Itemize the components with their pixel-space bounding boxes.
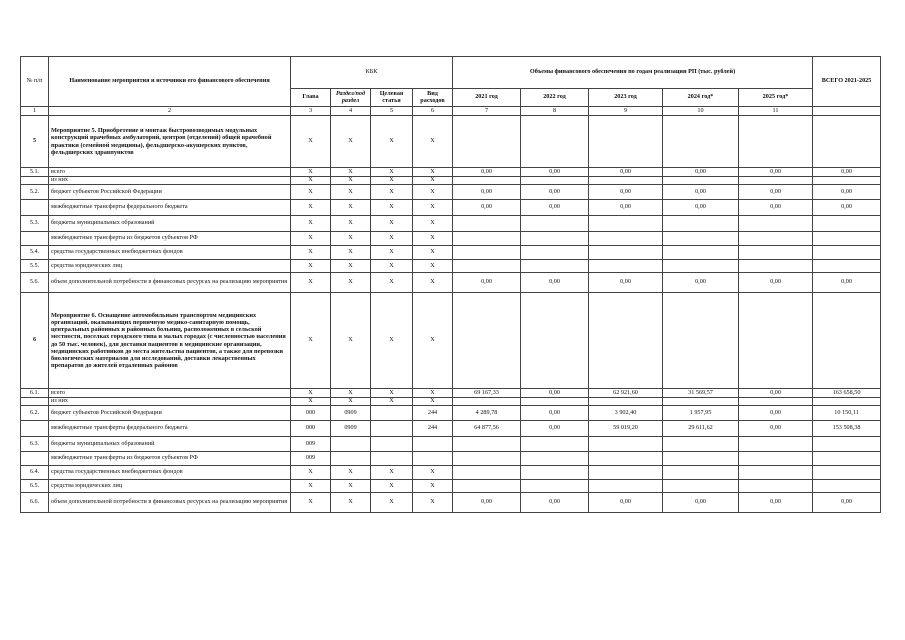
value-2022: 0,00	[521, 421, 589, 437]
kbk-razdel: X	[331, 200, 371, 216]
value-2024	[663, 398, 739, 406]
value-2023: 3 902,40	[589, 406, 663, 421]
kbk-cel: X	[371, 466, 413, 480]
value-2025	[739, 480, 813, 493]
row-name: межбюджетные трансферты федерального бюджета	[49, 200, 291, 216]
value-2021	[453, 452, 521, 466]
kbk-glava: X	[291, 389, 331, 398]
table-row	[21, 398, 881, 406]
row-name: бюджеты муниципальных образований	[49, 216, 291, 232]
table-row	[21, 389, 881, 398]
value-2021	[453, 177, 521, 185]
kbk-glava: X	[291, 232, 331, 246]
value-2023: 0,00	[589, 200, 663, 216]
row-name: средства юридических лиц	[49, 260, 291, 273]
value-2024: 29 611,62	[663, 421, 739, 437]
row-name: из них	[49, 398, 291, 406]
kbk-cel: X	[371, 200, 413, 216]
value-2024	[663, 452, 739, 466]
kbk-cel: X	[371, 260, 413, 273]
value-2024	[663, 177, 739, 185]
kbk-razdel: X	[331, 168, 371, 177]
row-name: средства государственных внебюджетных фондов	[49, 246, 291, 260]
kbk-razdel: X	[331, 185, 371, 200]
value-2023	[589, 480, 663, 493]
value-2024	[663, 116, 739, 168]
table-row	[21, 273, 881, 293]
kbk-razdel: 0909	[331, 421, 371, 437]
kbk-vid: X	[413, 177, 453, 185]
row-name: объем дополнительной потребности в финансовых ресурсах на реализацию мероприятия	[49, 493, 291, 513]
kbk-razdel: X	[331, 177, 371, 185]
value-total	[813, 293, 881, 389]
value-2024	[663, 480, 739, 493]
row-name: бюджет субъектов Российской Федерации	[49, 406, 291, 421]
value-2025: 0,00	[739, 185, 813, 200]
value-2021	[453, 437, 521, 452]
colnum	[813, 107, 881, 116]
colnum: 2	[49, 107, 291, 116]
value-2023: 0,00	[589, 493, 663, 513]
value-2022	[521, 480, 589, 493]
value-2024	[663, 293, 739, 389]
row-name: межбюджетные трансферты из бюджетов субъектов РФ	[49, 232, 291, 246]
value-2025: 0,00	[739, 493, 813, 513]
value-2022	[521, 293, 589, 389]
kbk-glava: X	[291, 293, 331, 389]
value-2024	[663, 216, 739, 232]
header-volumes: Объемы финансового обеспечения по годам реализации РП (тыс. рублей)	[453, 57, 813, 89]
value-2025	[739, 216, 813, 232]
value-2021: 4 289,78	[453, 406, 521, 421]
value-2023: 0,00	[589, 168, 663, 177]
kbk-vid: X	[413, 116, 453, 168]
value-2021	[453, 246, 521, 260]
value-2022	[521, 466, 589, 480]
value-2022	[521, 232, 589, 246]
table-row	[21, 452, 881, 466]
value-2025	[739, 437, 813, 452]
value-total	[813, 437, 881, 452]
table-row	[21, 185, 881, 200]
value-2025	[739, 452, 813, 466]
header-kbk: КБК	[291, 57, 453, 89]
header-razdel: Раздел/под раздел	[331, 89, 371, 107]
header-total: ВСЕГО 2021-2025	[813, 57, 881, 107]
value-2024: 31 569,57	[663, 389, 739, 398]
value-2025	[739, 116, 813, 168]
kbk-cel: X	[371, 480, 413, 493]
row-name: объем дополнительной потребности в финансовых ресурсах на реализацию мероприятия	[49, 273, 291, 293]
row-name: бюджеты муниципальных образований	[49, 437, 291, 452]
value-total: 0,00	[813, 273, 881, 293]
colnum: 3	[291, 107, 331, 116]
header-cel: Целевая статья	[371, 89, 413, 107]
value-total: 153 508,38	[813, 421, 881, 437]
row-number: 5.2.	[21, 185, 49, 200]
row-number: 6.2.	[21, 406, 49, 421]
value-total	[813, 452, 881, 466]
value-2022	[521, 116, 589, 168]
kbk-vid: X	[413, 493, 453, 513]
value-2021	[453, 232, 521, 246]
value-2021: 0,00	[453, 185, 521, 200]
row-number: 5.4.	[21, 246, 49, 260]
value-2023	[589, 232, 663, 246]
value-2021: 69 167,33	[453, 389, 521, 398]
row-number: 6.5.	[21, 480, 49, 493]
value-2023: 0,00	[589, 185, 663, 200]
value-total	[813, 480, 881, 493]
kbk-glava: X	[291, 466, 331, 480]
value-2022: 0,00	[521, 389, 589, 398]
kbk-vid: X	[413, 232, 453, 246]
kbk-cel: X	[371, 232, 413, 246]
header-num: № п/п	[21, 57, 49, 107]
value-2021	[453, 293, 521, 389]
financing-table	[20, 56, 881, 513]
colnum: 5	[371, 107, 413, 116]
kbk-vid: X	[413, 168, 453, 177]
table-row	[21, 260, 881, 273]
table-row	[21, 406, 881, 421]
value-total: 0,00	[813, 493, 881, 513]
value-2025: 0,00	[739, 406, 813, 421]
kbk-razdel	[331, 437, 371, 452]
kbk-cel	[371, 452, 413, 466]
row-name: всего	[49, 389, 291, 398]
kbk-razdel: X	[331, 260, 371, 273]
value-2022: 0,00	[521, 406, 589, 421]
kbk-vid: X	[413, 216, 453, 232]
colnum: 1	[21, 107, 49, 116]
value-2024	[663, 260, 739, 273]
measure-row	[21, 293, 881, 389]
kbk-vid: 244	[413, 421, 453, 437]
table-row	[21, 480, 881, 493]
header-2024: 2024 год*	[663, 89, 739, 107]
kbk-vid: 244	[413, 406, 453, 421]
kbk-cel: X	[371, 177, 413, 185]
kbk-razdel: X	[331, 246, 371, 260]
row-number: 5.1.	[21, 168, 49, 177]
row-number: 5.5.	[21, 260, 49, 273]
value-total: 0,00	[813, 185, 881, 200]
kbk-cel: X	[371, 216, 413, 232]
row-name: Мероприятие 6. Оснащение автомобильным транспортом медицинских организаций, оказывающих первичную медико-санитарную помощь, центральных районных и районных больниц, расположенных в сельской местности, поселках городского типа и малых городах (с численностью населения до 50 тыс. человек), для доставки пациентов в медицинские организации, медицинских работников до места жительства пациентов, а также для перевозки биологических материалов для исследований, доставки лекарственных препаратов до жителей отдаленных районов	[49, 293, 291, 389]
table-row	[21, 168, 881, 177]
value-total: 10 150,11	[813, 406, 881, 421]
value-2023	[589, 260, 663, 273]
table-body	[21, 116, 881, 513]
kbk-glava: 009	[291, 437, 331, 452]
header-2023: 2023 год	[589, 89, 663, 107]
value-total	[813, 398, 881, 406]
kbk-vid	[413, 452, 453, 466]
value-2024: 1 957,95	[663, 406, 739, 421]
kbk-glava: 000	[291, 406, 331, 421]
value-total	[813, 232, 881, 246]
kbk-vid	[413, 437, 453, 452]
value-2025	[739, 246, 813, 260]
header-name: Наименование мероприятия и источники его финансового обеспечения	[49, 57, 291, 107]
value-2021	[453, 116, 521, 168]
kbk-vid: X	[413, 480, 453, 493]
kbk-vid: X	[413, 260, 453, 273]
value-2022	[521, 216, 589, 232]
value-2022	[521, 260, 589, 273]
kbk-glava: 000	[291, 421, 331, 437]
value-2021	[453, 260, 521, 273]
kbk-cel: X	[371, 116, 413, 168]
table-row	[21, 216, 881, 232]
row-number: 6	[21, 293, 49, 389]
row-number	[21, 398, 49, 406]
kbk-cel: X	[371, 389, 413, 398]
kbk-razdel: X	[331, 232, 371, 246]
value-2022: 0,00	[521, 273, 589, 293]
value-2022: 0,00	[521, 185, 589, 200]
value-2023: 62 921,60	[589, 389, 663, 398]
kbk-vid: X	[413, 466, 453, 480]
value-2023	[589, 216, 663, 232]
value-2021	[453, 466, 521, 480]
header-vid: Вид расходов	[413, 89, 453, 107]
row-name: межбюджетные трансферты из бюджетов субъектов РФ	[49, 452, 291, 466]
value-2025	[739, 232, 813, 246]
value-2023	[589, 116, 663, 168]
value-2025: 0,00	[739, 273, 813, 293]
colnum: 9	[589, 107, 663, 116]
row-name: всего	[49, 168, 291, 177]
kbk-glava: 009	[291, 452, 331, 466]
kbk-razdel: X	[331, 480, 371, 493]
kbk-cel: X	[371, 168, 413, 177]
value-total	[813, 246, 881, 260]
value-2024: 0,00	[663, 273, 739, 293]
value-2023	[589, 452, 663, 466]
colnum: 8	[521, 107, 589, 116]
value-2022	[521, 246, 589, 260]
header-2021: 2021 год	[453, 89, 521, 107]
table-row	[21, 437, 881, 452]
value-2025	[739, 260, 813, 273]
value-2021: 0,00	[453, 493, 521, 513]
colnum: 11	[739, 107, 813, 116]
value-2024	[663, 246, 739, 260]
kbk-glava: X	[291, 398, 331, 406]
value-2022	[521, 437, 589, 452]
value-total	[813, 116, 881, 168]
table-row	[21, 177, 881, 185]
row-number: 5.6.	[21, 273, 49, 293]
kbk-razdel: 0909	[331, 406, 371, 421]
value-2023	[589, 466, 663, 480]
row-number: 5.3.	[21, 216, 49, 232]
kbk-glava: X	[291, 168, 331, 177]
kbk-razdel: X	[331, 216, 371, 232]
kbk-cel: X	[371, 493, 413, 513]
value-2022	[521, 452, 589, 466]
row-name: бюджет субъектов Российской Федерации	[49, 185, 291, 200]
kbk-glava: X	[291, 177, 331, 185]
value-2022: 0,00	[521, 168, 589, 177]
value-2025	[739, 177, 813, 185]
value-2025: 0,00	[739, 168, 813, 177]
value-2021: 64 877,56	[453, 421, 521, 437]
value-2025	[739, 293, 813, 389]
value-2024	[663, 466, 739, 480]
kbk-glava: X	[291, 200, 331, 216]
row-name: Мероприятие 5. Приобретение и монтаж быстровозводимых модульных конструкций врачебных амбулаторий, центров (отделений) общей врачебной практики (семейной медицины), фельдшерско-акушерских пунктов, фельдшерских здравпунктов	[49, 116, 291, 168]
kbk-cel: X	[371, 293, 413, 389]
kbk-vid: X	[413, 185, 453, 200]
value-2023	[589, 398, 663, 406]
value-total: 0,00	[813, 168, 881, 177]
colnum: 7	[453, 107, 521, 116]
value-2025	[739, 398, 813, 406]
table-row	[21, 246, 881, 260]
value-2023	[589, 437, 663, 452]
kbk-cel: X	[371, 185, 413, 200]
value-2025: 0,00	[739, 389, 813, 398]
row-name: средства юридических лиц	[49, 480, 291, 493]
kbk-razdel: X	[331, 389, 371, 398]
row-number: 6.3.	[21, 437, 49, 452]
row-name: средства государственных внебюджетных фондов	[49, 466, 291, 480]
colnum: 4	[331, 107, 371, 116]
kbk-glava: X	[291, 185, 331, 200]
value-2024	[663, 437, 739, 452]
value-2022	[521, 398, 589, 406]
value-total	[813, 466, 881, 480]
value-2023	[589, 246, 663, 260]
value-2023	[589, 293, 663, 389]
kbk-razdel	[331, 452, 371, 466]
value-2021	[453, 398, 521, 406]
kbk-vid: X	[413, 398, 453, 406]
kbk-glava: X	[291, 216, 331, 232]
value-total: 0,00	[813, 200, 881, 216]
kbk-cel: X	[371, 246, 413, 260]
kbk-razdel: X	[331, 493, 371, 513]
measure-row	[21, 116, 881, 168]
header-glava: Глава	[291, 89, 331, 107]
row-number	[21, 452, 49, 466]
value-total	[813, 177, 881, 185]
value-2021: 0,00	[453, 200, 521, 216]
value-2021: 0,00	[453, 273, 521, 293]
kbk-vid: X	[413, 200, 453, 216]
row-number: 6.6.	[21, 493, 49, 513]
kbk-vid: X	[413, 273, 453, 293]
kbk-vid: X	[413, 246, 453, 260]
value-total	[813, 260, 881, 273]
kbk-glava: X	[291, 260, 331, 273]
column-numbers-row	[21, 107, 881, 116]
kbk-cel	[371, 437, 413, 452]
table-row	[21, 493, 881, 513]
row-number	[21, 421, 49, 437]
kbk-razdel: X	[331, 116, 371, 168]
value-2024	[663, 232, 739, 246]
kbk-cel	[371, 421, 413, 437]
row-number	[21, 200, 49, 216]
header-2022: 2022 год	[521, 89, 589, 107]
value-total	[813, 216, 881, 232]
kbk-razdel: X	[331, 398, 371, 406]
row-number: 6.1.	[21, 389, 49, 398]
row-number	[21, 232, 49, 246]
kbk-cel: X	[371, 398, 413, 406]
value-2023	[589, 177, 663, 185]
value-2023: 0,00	[589, 273, 663, 293]
kbk-glava: X	[291, 493, 331, 513]
value-total: 163 658,50	[813, 389, 881, 398]
kbk-cel	[371, 406, 413, 421]
kbk-razdel: X	[331, 466, 371, 480]
colnum: 10	[663, 107, 739, 116]
header-2025: 2025 год*	[739, 89, 813, 107]
colnum: 6	[413, 107, 453, 116]
value-2024: 0,00	[663, 168, 739, 177]
value-2025	[739, 466, 813, 480]
value-2021	[453, 216, 521, 232]
kbk-glava: X	[291, 480, 331, 493]
kbk-razdel: X	[331, 273, 371, 293]
row-name: межбюджетные трансферты федерального бюджета	[49, 421, 291, 437]
row-number: 5	[21, 116, 49, 168]
table-row	[21, 232, 881, 246]
value-2022	[521, 177, 589, 185]
kbk-vid: X	[413, 293, 453, 389]
kbk-vid: X	[413, 389, 453, 398]
table-row	[21, 466, 881, 480]
value-2023: 59 019,20	[589, 421, 663, 437]
value-2025: 0,00	[739, 200, 813, 216]
kbk-cel: X	[371, 273, 413, 293]
row-name: из них	[49, 177, 291, 185]
kbk-glava: X	[291, 273, 331, 293]
row-number: 6.4.	[21, 466, 49, 480]
value-2021: 0,00	[453, 168, 521, 177]
value-2025: 0,00	[739, 421, 813, 437]
value-2024: 0,00	[663, 200, 739, 216]
value-2024: 0,00	[663, 185, 739, 200]
kbk-razdel: X	[331, 293, 371, 389]
value-2021	[453, 480, 521, 493]
table-row	[21, 421, 881, 437]
value-2022: 0,00	[521, 493, 589, 513]
row-number	[21, 177, 49, 185]
kbk-glava: X	[291, 116, 331, 168]
kbk-glava: X	[291, 246, 331, 260]
table-row	[21, 200, 881, 216]
value-2022: 0,00	[521, 200, 589, 216]
value-2024: 0,00	[663, 493, 739, 513]
